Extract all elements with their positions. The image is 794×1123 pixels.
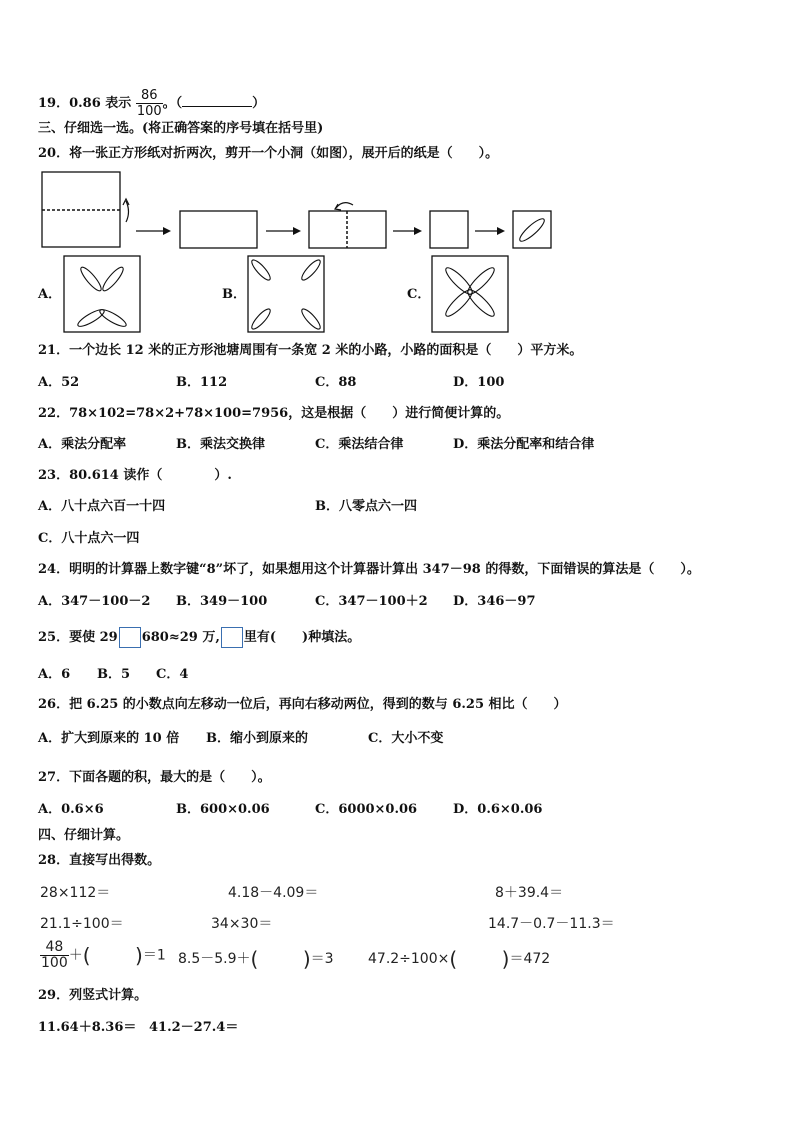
- q22-option-d[interactable]: D．乘法分配率和结合律: [453, 437, 595, 452]
- q26-option-c[interactable]: C．大小不变: [368, 731, 444, 746]
- q21-option-d[interactable]: D．100: [453, 375, 505, 390]
- q28-item-7: [40, 940, 166, 971]
- fold-step-5-square: [513, 211, 551, 248]
- q29-item-1: 11.64＋8.36＝: [38, 1020, 137, 1035]
- q25-digit-box[interactable]: [119, 627, 141, 648]
- q27-question: 27．下面各题的积，最大的是（ ）。: [38, 770, 271, 785]
- q29-question: 29．列竖式计算。: [38, 988, 148, 1003]
- q19-number: 19．: [38, 96, 70, 111]
- q20-question: 20．将一张正方形纸对折两次，剪开一个小洞（如图），展开后的纸是（ ）。: [38, 146, 499, 161]
- q22-option-b[interactable]: B．乘法交换律: [176, 437, 265, 452]
- q28-item-7-fraction: [40, 940, 69, 971]
- q29-item-2: 41.2－27.4＝: [149, 1020, 239, 1035]
- q27-option-a[interactable]: A．0.6×6: [38, 802, 104, 817]
- q28-item-2: 4.18－4.09＝: [228, 885, 319, 901]
- q28-item-9: [368, 947, 550, 971]
- q27-option-d[interactable]: D．0.6×0.06: [453, 802, 543, 817]
- q19-close-paren: ）: [252, 96, 266, 111]
- q19-open-paren: 。（: [162, 96, 183, 111]
- q25-option-b[interactable]: B．5: [97, 667, 131, 682]
- q28-question: 28．直接写出得数。: [38, 853, 161, 868]
- q24-question: 24．明明的计算器上数字键“8”坏了，如果想用这个计算器计算出 347－98 的得数，下面错误的算法是（ ）。: [38, 562, 700, 577]
- q28-item-8-tail: ＝3: [310, 951, 334, 967]
- q28-item-7-tail: ＝1: [142, 947, 166, 964]
- q28-item-9-head: 47.2÷100×: [368, 951, 450, 967]
- q22-option-c[interactable]: C．乘法结合律: [315, 437, 404, 452]
- q28-item-6: 14.7－0.7－11.3＝: [488, 916, 615, 932]
- q23-option-a[interactable]: A．八十点六百一十四: [38, 499, 166, 514]
- q20-option-b-label[interactable]: B．: [222, 287, 246, 302]
- option-b-figure: [248, 256, 324, 332]
- q28-item-8: [178, 947, 334, 971]
- q20-option-a-label[interactable]: A．: [38, 287, 62, 302]
- q25-text-2: 680≈29 万,: [141, 630, 220, 645]
- q24-option-c[interactable]: C．347－100＋2: [315, 594, 428, 609]
- q22-question: 22．78×102=78×2+78×100=7956，这是根据（ ）进行简便计算的。: [38, 406, 510, 421]
- q19-frac-num: 86: [136, 88, 163, 104]
- q23-question: 23．80.614 读作（ ）.: [38, 468, 232, 483]
- fold-step-4-square: [430, 211, 468, 248]
- q28-item-4: 21.1÷100＝: [40, 916, 124, 932]
- fold-step-2-rectangle: [180, 211, 257, 248]
- q23-option-b[interactable]: B．八零点六一四: [315, 499, 417, 514]
- q25-text-1: 25．要使 29: [38, 630, 118, 645]
- q24-option-d[interactable]: D．346－97: [453, 594, 536, 609]
- q28-item-8-answer-paren[interactable]: ( ): [250, 947, 311, 971]
- q25-option-a[interactable]: A．6: [38, 667, 71, 682]
- q28-frac-num: 48: [40, 940, 69, 956]
- q21-option-b[interactable]: B．112: [176, 375, 228, 390]
- q26-question: 26．把 6.25 的小数点向左移动一位后，再向右移动两位，得到的数与 6.25 相比（ ）: [38, 697, 567, 712]
- q23-option-c[interactable]: C．八十点六一四: [38, 531, 140, 546]
- q21-option-c[interactable]: C．88: [315, 375, 357, 390]
- q25-question: [38, 626, 360, 650]
- option-a-figure: [64, 256, 140, 332]
- q28-item-7-answer-paren[interactable]: ( ): [82, 943, 143, 968]
- q26-option-a[interactable]: A．扩大到原来的 10 倍: [38, 731, 180, 746]
- q28-item-3: 8＋39.4＝: [495, 885, 564, 901]
- cut-hole-shape: [517, 216, 547, 244]
- q28-item-1: 28×112＝: [40, 885, 111, 901]
- q19-text: 0.86 表示: [69, 96, 132, 111]
- section-3-heading: 三、仔细选一选。(将正确答案的序号填在括号里): [38, 121, 324, 136]
- q22-option-a[interactable]: A．乘法分配率: [38, 437, 127, 452]
- q21-option-a[interactable]: A．52: [38, 375, 80, 390]
- section-4-heading: 四、仔细计算。: [38, 828, 130, 843]
- q28-item-9-tail: ＝472: [509, 951, 551, 967]
- q27-option-c[interactable]: C．6000×0.06: [315, 802, 418, 817]
- q24-option-b[interactable]: B．349－100: [176, 594, 268, 609]
- q27-option-b[interactable]: B．600×0.06: [176, 802, 270, 817]
- q28-frac-den: 100: [41, 955, 68, 971]
- q28-plus: ＋: [68, 947, 83, 964]
- q26-option-b[interactable]: B．缩小到原来的: [206, 731, 308, 746]
- q28-item-5: 34×30＝: [211, 916, 273, 932]
- q28-item-8-head: 8.5－5.9＋: [178, 951, 251, 967]
- q21-question: 21．一个边长 12 米的正方形池塘周围有一条宽 2 米的小路，小路的面积是（ ）平方米。: [38, 343, 583, 358]
- q19-frac-den: 100: [136, 104, 162, 119]
- q24-option-a[interactable]: A．347－100－2: [38, 594, 151, 609]
- fold-step-3-arrow-icon: [336, 203, 353, 208]
- q25-option-c[interactable]: C．4: [156, 667, 189, 682]
- q25-digit-box-ref: [221, 627, 243, 648]
- q20-option-c-label[interactable]: C．: [407, 287, 431, 302]
- q25-text-3: 里有( )种填法。: [243, 630, 361, 645]
- q28-item-9-answer-paren[interactable]: ( ): [449, 947, 510, 971]
